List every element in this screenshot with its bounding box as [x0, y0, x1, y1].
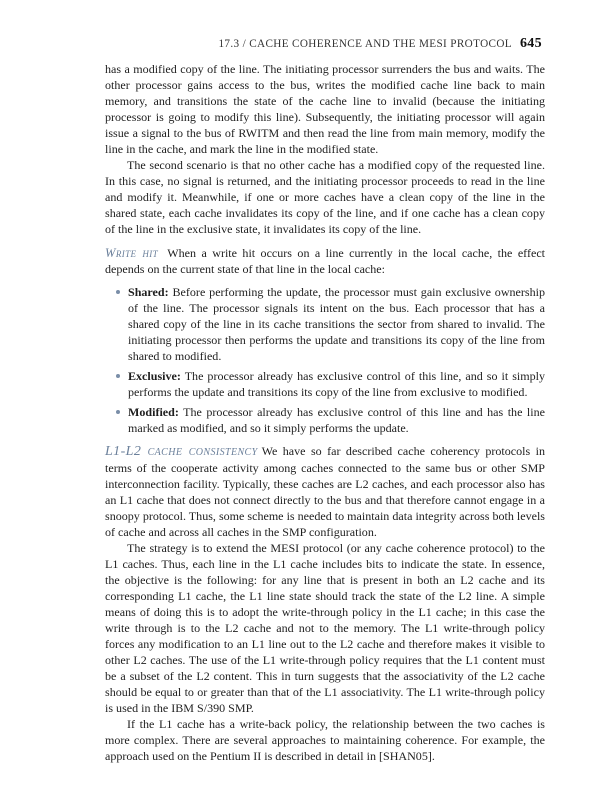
l1l2-heading: L1-L2 cache consistency [105, 444, 258, 459]
paragraph-continued: has a modified copy of the line. The initiating processor surrenders the bus and waits. The other processor gains access to the bus, writes the modified cache line back to main memory, and transitions the state of the cache line to invalid (because the initiating processor is going to modify this line). Subsequently, the initiating processor will again issue a signal to the bus of RWITM and then read the line from main memory, modify the line in the cache, and mark the line in the modified state. [105, 62, 545, 156]
bullet-text: Before performing the update, the processor must gain exclusive ownership of the line. The processor signals its intent on the bus. Each processor that has a shared copy of the line in its cache transitions the sector from shared to invalid. The initiating processor then performs the update and transitions its copy of the line from shared to modified. [128, 285, 545, 363]
list-item [117, 284, 545, 364]
bullet-term: Shared: [128, 285, 169, 299]
list-item [117, 368, 545, 400]
bullet-term: Modified: [128, 405, 179, 419]
running-head [218, 36, 542, 52]
paragraph-write-back: If the L1 cache has a write-back policy, the relationship between the two caches is more complex. There are several approaches to maintaining coherence. For example, the approach used on the Pentium II is described in detail in [SHAN05]. [105, 717, 545, 763]
body-text [105, 61, 545, 764]
write-hit-paragraph [105, 245, 545, 277]
running-title: 17.3 / CACHE COHERENCE AND THE MESI PROTOCOL [218, 38, 512, 50]
write-hit-intro: When a write hit occurs on a line currently in the local cache, the effect depends on the current state of that line in the local cache: [105, 246, 546, 276]
bullet-text: The processor already has exclusive control of this line and has the line marked as modified, and so it simply performs the update. [128, 405, 545, 435]
paragraph-second-scenario: The second scenario is that no other cache has a modified copy of the requested line. In this case, no signal is returned, and the initiating processor proceeds to read in the line and modify it. Meanwhile, if one or more caches have a clean copy of the line in the shared state, each cache invalidates its copy of the line, and if one cache has a clean copy of the line in the exclusive state, it invalidates its copy of the line. [105, 158, 545, 236]
page-number: 645 [519, 36, 542, 51]
bullet-term: Exclusive: [128, 369, 181, 383]
write-hit-heading: Write hit [105, 246, 159, 260]
l1l2-intro: We have so far described cache coherency protocols in terms of the cooperate activity among caches connected to the same bus or other SMP interconnection facility. Typically, these caches are L2 caches, and each processor also has an L1 cache that does not connect directly to the bus and that therefore cannot engage in a snoopy protocol. Thus, some scheme is needed to maintain data integrity across both levels of cache and across all caches in the SMP configuration. [105, 444, 545, 539]
write-hit-list [105, 284, 545, 436]
paragraph-strategy: The strategy is to extend the MESI protocol (or any cache coherence protocol) to the L1 caches. Thus, each line in the L1 cache includes bits to indicate the state. In essence, the objective is the following: for any line that is present in both an L2 cache and its corresponding L1 cache, the L1 line state should track the state of the L2 line. A simple means of doing this is to adopt the write-through policy in the L1 cache; in this case the write through is to the L2 cache and not to the memory. The L1 write-through policy forces any modification to an L1 line out to the L2 cache and therefore makes it visible to other L2 caches. The use of the L1 write-through policy requires that the L1 content must be a subset of the L2 content. This in turn suggests that the associativity of the L2 cache should be equal to or greater than that of the L1 associativity. The L1 write-through policy is used in the IBM S/390 SMP. [105, 541, 545, 715]
list-item [117, 404, 545, 436]
bullet-text: The processor already has exclusive control of this line, and so it simply performs the update and transitions its copy of the line from exclusive to modified. [128, 369, 546, 399]
l1l2-paragraph [105, 443, 545, 540]
